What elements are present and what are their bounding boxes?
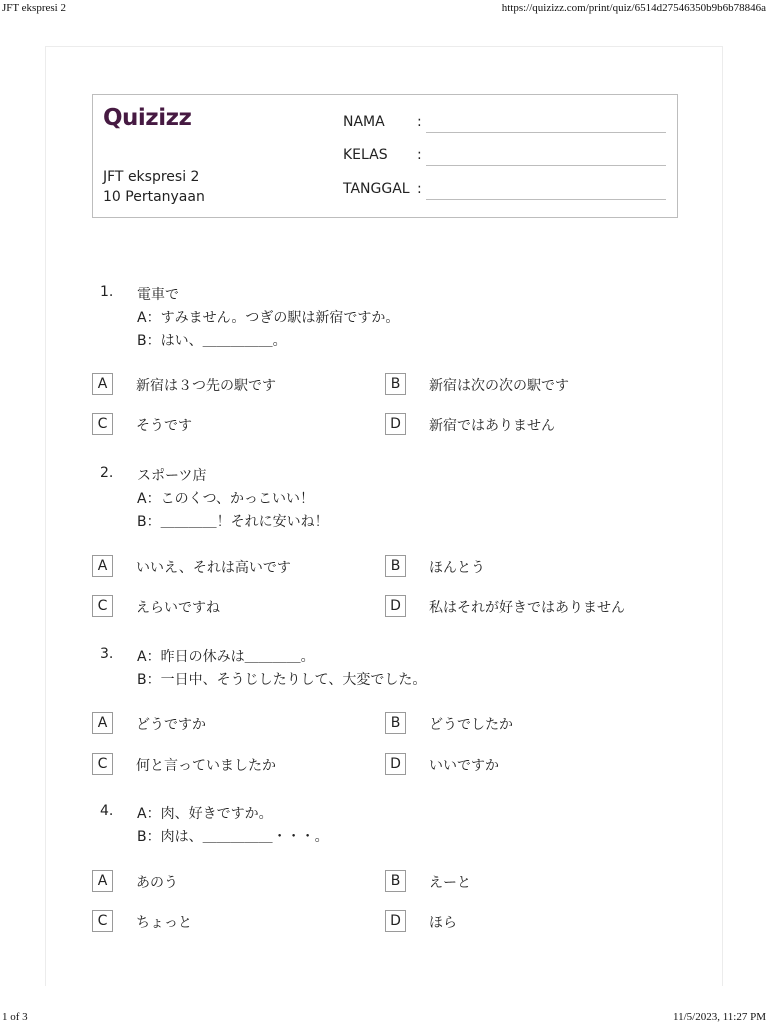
option-letter-box: A	[92, 870, 113, 892]
date-field-label: TANGGAL	[343, 181, 410, 197]
option-text: どうでしたか	[429, 717, 513, 733]
option-letter-box: A	[92, 712, 113, 734]
question-text	[137, 803, 329, 849]
question-count: 10 Pertanyaan	[103, 189, 205, 205]
option-text: えらいですね	[136, 600, 220, 616]
option-text: 新宿ではありません	[429, 418, 555, 434]
question-line: B：一日中、そうじしたりして、大変でした。	[137, 672, 427, 688]
option-text: ちょっと	[136, 915, 192, 931]
option-letter-box: D	[385, 910, 406, 932]
print-datetime: 11/5/2023, 11:27 PM	[672, 1011, 766, 1023]
option-letter-box: D	[385, 595, 406, 617]
quiz-info-box	[92, 94, 678, 218]
print-header-title: JFT ekspresi 2	[2, 2, 66, 14]
option-letter-box: B	[385, 373, 406, 395]
date-field-line	[426, 199, 666, 200]
name-field-label: NAMA	[343, 114, 385, 130]
question-line: A：肉、好きですか。	[137, 806, 273, 822]
option-text: いいえ、それは高いです	[136, 560, 291, 576]
option-text: 私はそれが好きではありません	[429, 600, 625, 616]
option-letter-box: C	[92, 753, 113, 775]
option-letter-box: C	[92, 595, 113, 617]
option-text: 何と言っていましたか	[136, 758, 276, 774]
question-number: 2.	[100, 465, 114, 481]
question-line: B：はい、＿＿＿＿＿。	[137, 333, 287, 349]
option-text: そうです	[136, 418, 192, 434]
print-header	[0, 0, 768, 16]
option-text: どうですか	[136, 717, 206, 733]
quizizz-logo: Quizizz	[103, 105, 192, 131]
option-letter-box: A	[92, 373, 113, 395]
question-line: A：すみません。つぎの駅は新宿ですか。	[137, 310, 400, 326]
class-field-colon: :	[417, 147, 422, 163]
option-letter-box: B	[385, 870, 406, 892]
print-header-url: https://quizizz.com/print/quiz/6514d27546350b9b6b78846a	[501, 2, 766, 14]
option-text: 新宿は３つ先の駅です	[136, 378, 276, 394]
quiz-title: JFT ekspresi 2	[103, 169, 200, 185]
option-letter-box: A	[92, 555, 113, 577]
question-line: B：＿＿＿＿！それに安いね！	[137, 514, 329, 530]
option-text: ほら	[429, 915, 457, 931]
option-text: 新宿は次の次の駅です	[429, 378, 569, 394]
question-line: A：昨日の休みは＿＿＿＿。	[137, 649, 315, 665]
option-letter-box: D	[385, 753, 406, 775]
class-field-line	[426, 165, 666, 166]
question-text	[137, 646, 426, 692]
option-text: あのう	[136, 875, 178, 891]
option-text: えーと	[429, 875, 471, 891]
question-text	[137, 465, 329, 534]
question-line: A：このくつ、かっこいい！	[137, 491, 315, 507]
question-number: 1.	[100, 284, 114, 300]
page-indicator: 1 of 3	[2, 1011, 28, 1023]
option-letter-box: B	[385, 712, 406, 734]
date-field-colon: :	[417, 181, 422, 197]
option-text: いいですか	[429, 758, 499, 774]
option-letter-box: C	[92, 413, 113, 435]
option-letter-box: D	[385, 413, 406, 435]
class-field-label: KELAS	[343, 147, 388, 163]
option-letter-box: B	[385, 555, 406, 577]
name-field-line	[426, 132, 666, 133]
question-text	[137, 284, 399, 353]
question-line: 電車で	[137, 287, 179, 303]
print-footer	[0, 1009, 768, 1024]
question-number: 3.	[100, 646, 114, 662]
option-text: ほんとう	[429, 560, 485, 576]
name-field-colon: :	[417, 114, 422, 130]
question-line: B：肉は、＿＿＿＿＿・・・。	[137, 829, 329, 845]
question-number: 4.	[100, 803, 114, 819]
question-line: スポーツ店	[137, 468, 207, 484]
option-letter-box: C	[92, 910, 113, 932]
